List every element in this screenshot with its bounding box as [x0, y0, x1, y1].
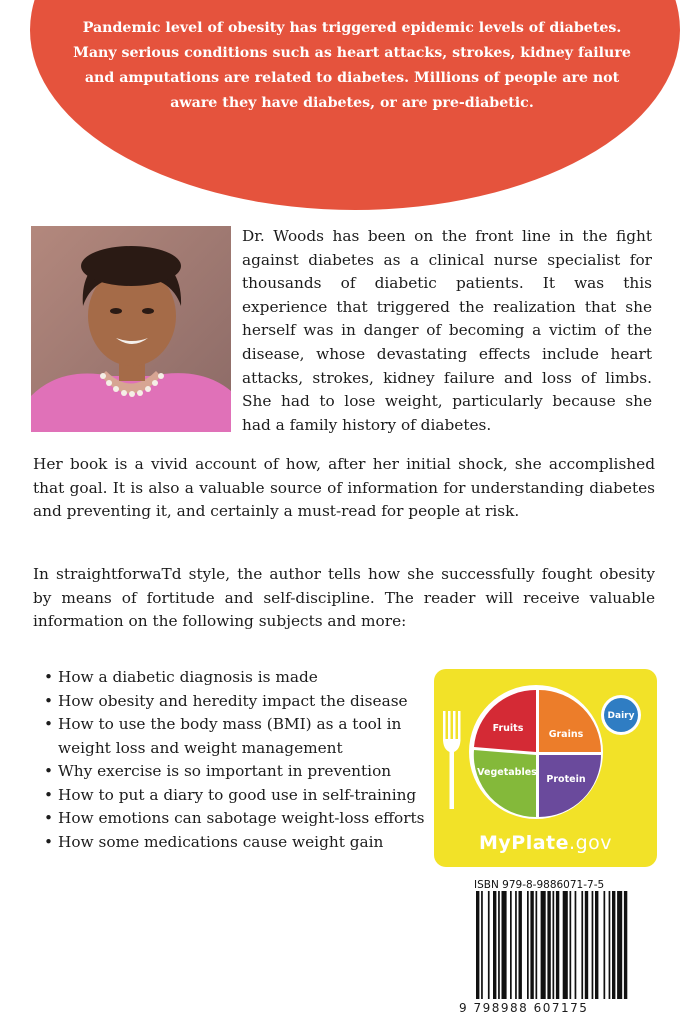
plate-grains — [539, 690, 601, 752]
barcode-bar — [502, 891, 507, 999]
barcode-bar — [515, 891, 517, 999]
isbn-label: ISBN 979-8-9886071-7-5 — [474, 879, 605, 891]
barcode-bar — [570, 891, 572, 999]
barcode-bar — [581, 891, 583, 999]
barcode-bar — [481, 891, 483, 999]
subject-list — [44, 666, 434, 854]
bullet-dot-icon: • — [44, 668, 54, 686]
list-item: • How to put a diary to good use in self-training — [44, 784, 434, 808]
list-item: • Why exercise is so important in prevention — [44, 760, 434, 784]
fork-icon — [443, 711, 461, 809]
list-item: • How obesity and heredity impact the disease — [44, 690, 434, 714]
barcode-bar — [476, 891, 479, 999]
barcode-bar — [612, 891, 615, 999]
protein-label: Protein — [546, 774, 586, 785]
barcode-bar — [493, 891, 496, 999]
barcode-bar — [488, 891, 490, 999]
bullet-dot-icon: • — [44, 832, 54, 851]
dairy-label: Dairy — [607, 711, 635, 721]
bullet-dot-icon: • — [44, 762, 54, 780]
bullet-dot-icon: • — [44, 809, 54, 827]
plate-vegetables — [474, 750, 536, 817]
style-paragraph: In straightforwaTd style, the author tells how she successfully fought obesity by means of fortitude and self-discipline. The reader will receive valuable information on the following subjects and more: — [33, 565, 655, 631]
book-paragraph: Her book is a vivid account of how, after her initial shock, she accomplished that goal. It is also a valuable source of information for understanding diabetes and preventing it, and certainly a must-read for people at risk. — [33, 455, 655, 521]
barcode-bar — [510, 891, 512, 999]
myplate-logo-graphic — [434, 669, 657, 867]
bullet-dot-icon: • — [44, 785, 54, 804]
list-item: • How to use the body mass (BMI) as a tool in weight loss and weight management — [44, 715, 402, 757]
list-item: • How emotions can sabotage weight-loss efforts — [44, 807, 434, 831]
barcode-digits: 9 798988 607175 — [459, 1001, 589, 1015]
list-item: • How some medications cause weight gain — [44, 831, 434, 855]
barcode-bar — [595, 891, 598, 999]
barcode-bar — [530, 891, 533, 999]
barcode-bar — [536, 891, 538, 999]
barcode-bar — [609, 891, 611, 999]
barcode-bar — [553, 891, 555, 999]
bullet-dot-icon: • — [44, 691, 54, 710]
barcode — [474, 891, 664, 1007]
fruits-label: Fruits — [492, 723, 524, 734]
plate-fruits — [474, 690, 536, 752]
plate-protein — [539, 755, 601, 817]
barcode-bar — [519, 891, 522, 999]
bio-paragraph: Dr. Woods has been on the front line in the fight against diabetes as a clinical nurse specialist for thousands of diabetic patients. It was this experience that triggered the realization that she herself was in danger of becoming a victim of the disease, whose devastating effects include heart attacks, strokes, kidney failure and loss of limbs. She had to lose weight, particularly because she had a family history of diabetes. — [242, 227, 652, 434]
banner-text: Pandemic level of obesity has triggered epidemic levels of diabetes. Many serious conditions such as heart attacks, strokes, kidney failure and amputations are related to diabetes. Millions of people are not aware they have diabetes, or are pre-diabetic. — [73, 20, 631, 111]
barcode-bar — [498, 891, 500, 999]
myplate-wordmark: MyPlate.gov — [479, 832, 612, 854]
barcode-bar — [592, 891, 594, 999]
barcode-bar — [575, 891, 577, 999]
grains-label: Grains — [548, 729, 584, 740]
barcode-bar — [541, 891, 546, 999]
barcode-bar — [556, 891, 559, 999]
list-item: • How a diabetic diagnosis is made — [44, 666, 434, 690]
barcode-bar — [617, 891, 622, 999]
barcode-bar — [563, 891, 568, 999]
vegetables-label: Vegetables — [477, 767, 537, 778]
barcode-bar — [604, 891, 606, 999]
author-photo — [31, 226, 231, 432]
barcode-bar — [624, 891, 627, 999]
barcode-bar — [547, 891, 550, 999]
barcode-bar — [585, 891, 588, 999]
barcode-bar — [527, 891, 529, 999]
bullet-dot-icon: • — [44, 715, 54, 733]
